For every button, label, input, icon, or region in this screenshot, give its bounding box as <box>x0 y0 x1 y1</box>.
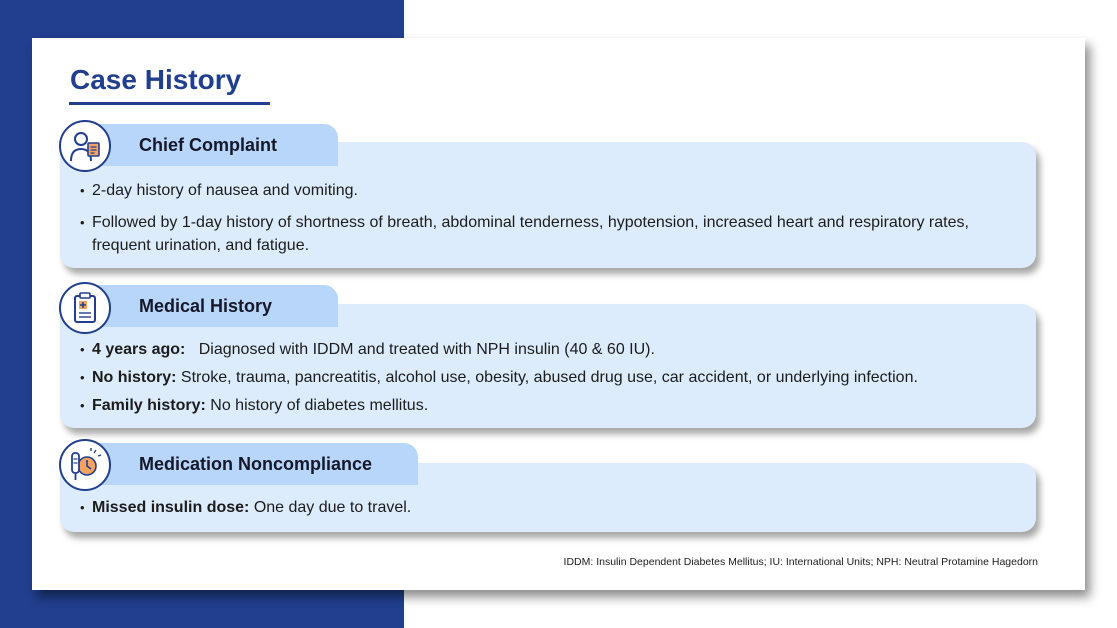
footnote: IDDM: Insulin Dependent Diabetes Mellitus; IU: International Units; NPH: Neutral Protamine Hagedorn <box>563 556 1038 568</box>
list-item: • 2-day history of nausea and vomiting. <box>80 179 1016 202</box>
medical-history-tab <box>88 285 338 327</box>
slide <box>32 38 1085 590</box>
chief-complaint-list <box>80 179 1016 257</box>
title-underline <box>69 102 270 105</box>
list-item <box>80 394 1016 417</box>
item-label: Missed insulin dose: <box>92 499 250 516</box>
item-text: No history of diabetes mellitus. <box>210 397 429 414</box>
page-title: Case History <box>70 64 242 95</box>
item-label: 4 years ago: <box>92 341 186 358</box>
chief-complaint-heading: Chief Complaint <box>139 134 277 155</box>
list-item <box>80 366 1016 389</box>
insulin-pen-clock-icon <box>59 439 111 491</box>
medical-clipboard-icon <box>59 282 111 334</box>
medical-history-list <box>80 338 1016 417</box>
item-label: No history: <box>92 369 177 386</box>
medication-noncompliance-list <box>80 496 1016 519</box>
doctor-report-icon <box>59 120 111 172</box>
item-text: Stroke, trauma, pancreatitis, alcohol use, obesity, abused drug use, car accident, or underlying infection. <box>180 369 918 386</box>
medication-noncompliance-tab <box>88 443 418 485</box>
list-item: • Followed by 1-day history of shortness of breath, abdominal tenderness, hypotension, increased heart and respiratory rates, frequent urination, and fatigue. <box>80 211 1016 257</box>
medication-noncompliance-heading: Medication Noncompliance <box>139 453 373 474</box>
item-text: One day due to travel. <box>253 499 412 516</box>
list-item <box>80 338 1016 361</box>
item-text: Diagnosed with IDDM and treated with NPH insulin (40 & 60 IU). <box>198 341 655 358</box>
list-item <box>80 496 1016 519</box>
chief-complaint-tab <box>88 124 338 166</box>
medical-history-heading: Medical History <box>139 295 273 316</box>
item-label: Family history: <box>92 397 206 414</box>
